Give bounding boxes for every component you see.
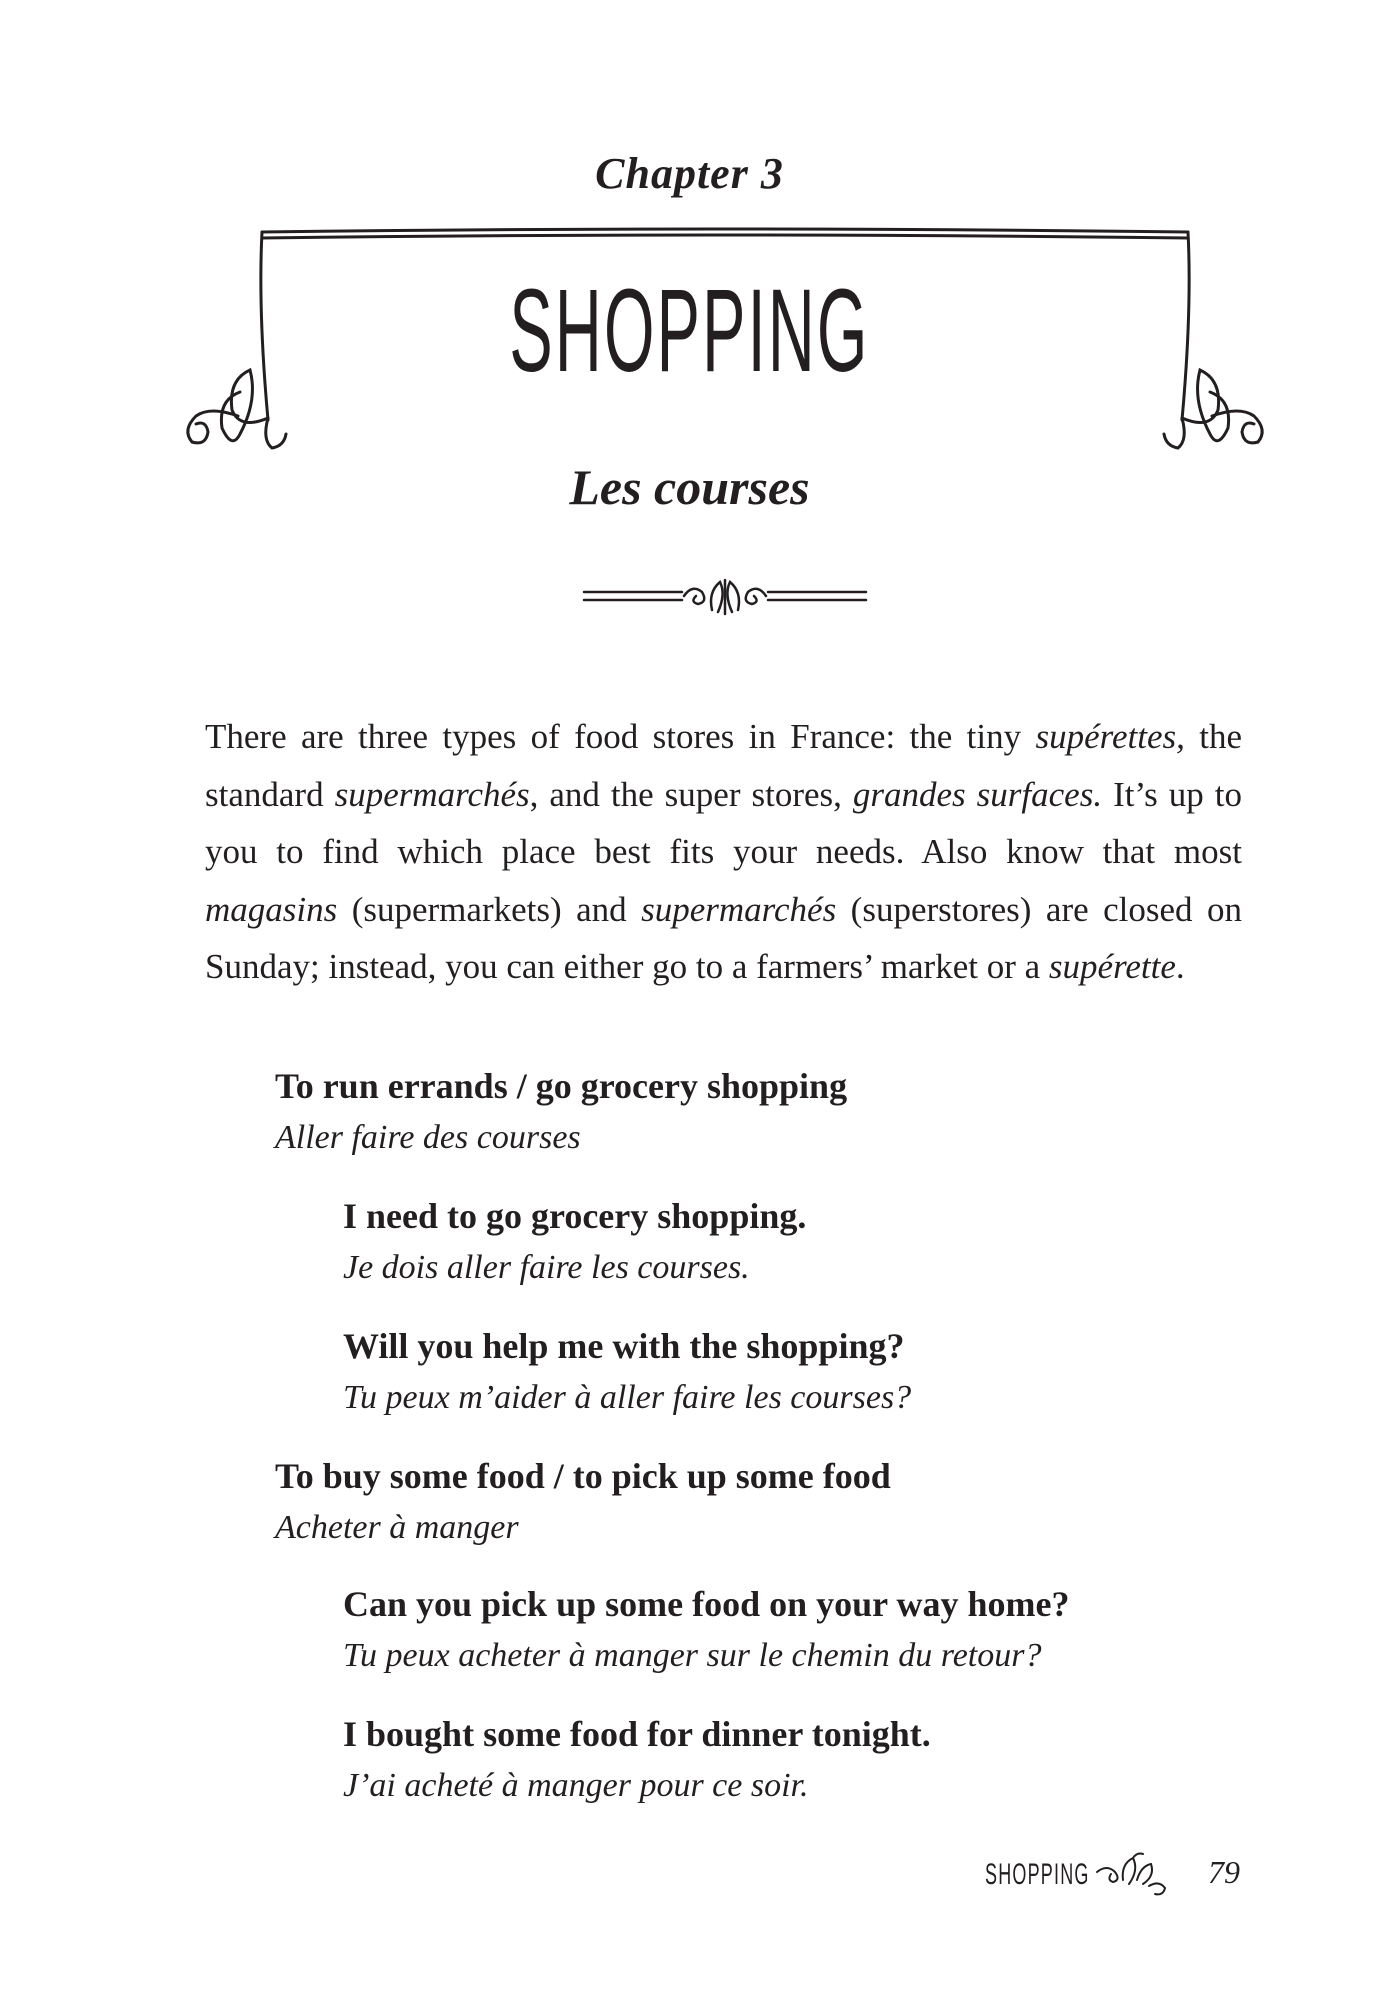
phrase-french: Acheter à manger: [275, 1509, 519, 1546]
intro-text: It’s up to you to find which place best fits your needs. Also know that most: [205, 774, 1243, 871]
intro-text: There are three types of food stores in France: the tiny: [205, 717, 1036, 756]
running-title: SHOPPING: [985, 1858, 1090, 1891]
example-english: Can you pick up some food on your way home?: [343, 1584, 1070, 1624]
page-number: 79: [1208, 1854, 1240, 1890]
intro-term: supermarchés: [641, 889, 837, 929]
chapter-title: SHOPPING: [509, 265, 870, 397]
intro-text: .: [1175, 947, 1185, 986]
example-entry: [343, 1320, 911, 1424]
example-french: Tu peux acheter à manger sur le chemin du retour?: [343, 1637, 1042, 1674]
intro-text: , and the super stores,: [529, 774, 853, 814]
phrase-entry: [275, 1060, 847, 1164]
example-entry: [343, 1190, 806, 1294]
example-english: Will you help me with the shopping?: [343, 1326, 905, 1366]
intro-paragraph: [205, 708, 1242, 996]
intro-text: the standard: [205, 717, 1242, 814]
phrase-english: To buy some food / to pick up some food: [275, 1456, 891, 1496]
intro-term: supérettes,: [1035, 717, 1185, 756]
left-flourish-ornament: [188, 370, 286, 448]
intro-term: supérette: [1048, 947, 1176, 986]
example-french: Tu peux m’aider à aller faire les courses?: [343, 1379, 912, 1416]
right-flourish-ornament: [1164, 370, 1262, 448]
intro-term: grandes surfaces.: [852, 774, 1103, 814]
intro-term: magasins: [205, 889, 338, 929]
intro-text: (supermarkets) and: [337, 889, 642, 929]
ornamental-divider-icon: [580, 572, 870, 622]
example-english: I need to go grocery shopping.: [343, 1196, 807, 1236]
example-entry: [343, 1708, 931, 1812]
example-french: J’ai acheté à manger pour ce soir.: [343, 1767, 809, 1804]
example-french: Je dois aller faire les courses.: [343, 1249, 750, 1286]
example-entry: [343, 1578, 1069, 1682]
chapter-subtitle: Les courses: [569, 459, 810, 515]
phrase-french: Aller faire des courses: [275, 1119, 581, 1156]
phrase-english: To run errands / go grocery shopping: [275, 1066, 848, 1106]
intro-text: (superstores) are closed on Sunday; instead, you can either go to a farmers’ market or a: [205, 889, 1243, 986]
phrase-entry: [275, 1450, 891, 1554]
example-english: I bought some food for dinner tonight.: [343, 1714, 931, 1754]
chapter-label: Chapter 3: [595, 149, 784, 198]
intro-term: supermarchés: [334, 774, 530, 814]
footer-flourish-icon: [1093, 1850, 1169, 1898]
